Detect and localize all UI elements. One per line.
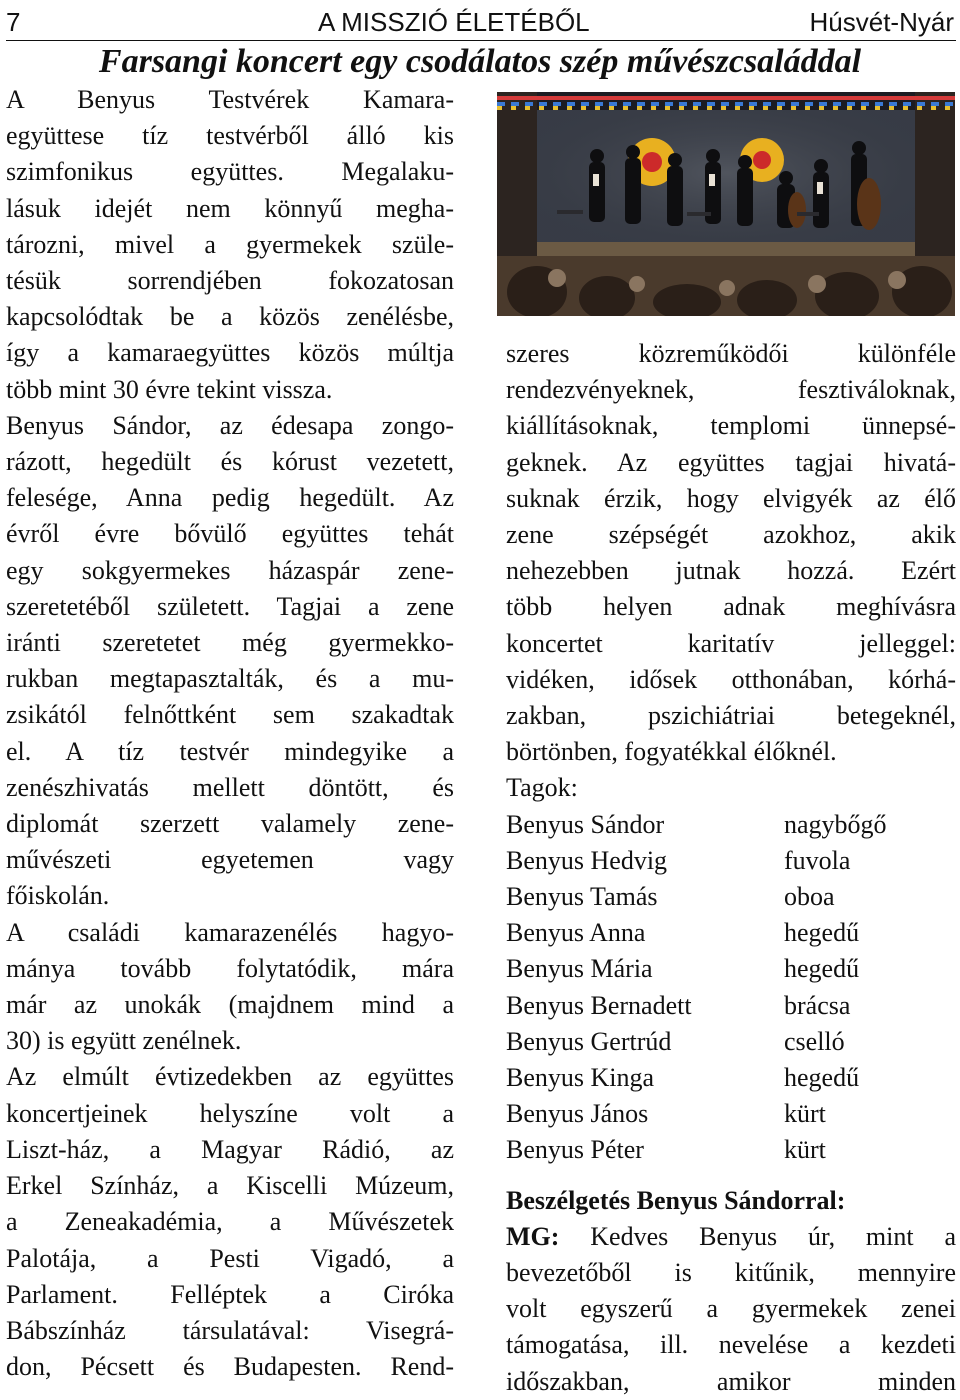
text-line: nehezebben jutnak hozzá. Ezért (506, 556, 956, 586)
member-instrument: nagybőgő (784, 809, 887, 839)
member-name: Benyus Sándor (506, 809, 665, 839)
text-line: tésük sorrendjében fokozatosan (6, 266, 454, 296)
text-line: együttese tíz testvérből álló kis (6, 121, 454, 151)
text-line: 30) is együtt zenélnek. (6, 1026, 242, 1056)
member-name: Benyus Gertrúd (506, 1026, 672, 1056)
text-line: tározni, mivel a gyermekek szüle- (6, 229, 454, 259)
article-title: Farsangi koncert egy csodálatos szép művészcsaláddal (98, 43, 862, 80)
interview-line: támogatása, ill. nevelése a kezdeti (506, 1330, 956, 1360)
text-line: így a kamaraegyüttes közös múltja (6, 338, 454, 368)
interview-line-text: Kedves Benyus úr, mint a (590, 1221, 956, 1251)
member-row (506, 843, 956, 879)
text-line: Parlament. Felléptek a Ciróka (6, 1279, 454, 1309)
interview-line: időszakban, amikor minden (506, 1366, 956, 1396)
interview-heading: Beszélgetés Benyus Sándorral: (506, 1185, 846, 1215)
member-name: Benyus Mária (506, 954, 653, 984)
issue-label: Húsvét-Nyár (809, 7, 954, 37)
text-line: A Benyus Testvérek Kamara- (6, 85, 454, 114)
members-table (506, 807, 956, 1169)
right-column-text (506, 336, 956, 770)
text-line: több helyen adnak meghívásra (506, 592, 956, 622)
text-line: felesége, Anna pedig hegedült. Az (6, 483, 454, 513)
text-line: rázott, hegedült és kórust vezetett, (6, 447, 454, 477)
member-row (506, 1132, 956, 1168)
page-number: 7 (6, 7, 21, 37)
member-row (506, 951, 956, 987)
member-instrument: fuvola (784, 845, 851, 875)
interview-line: volt egyszerű a gyermekek zenei (506, 1294, 956, 1324)
text-line: a Zeneakadémia, a Művészetek (6, 1207, 454, 1237)
text-line: börtönben, fogyatékkal élőknél. (506, 737, 837, 767)
member-name: Benyus Péter (506, 1135, 644, 1165)
member-instrument: kürt (784, 1099, 826, 1129)
text-line: rendezvényeknek, fesztiváloknak, (506, 375, 956, 405)
member-row (506, 1096, 956, 1132)
text-line: Benyus Sándor, az édesapa zongo- (6, 410, 454, 440)
text-line: főiskolán. (6, 881, 110, 911)
member-name: Benyus János (506, 1099, 649, 1129)
text-line: zene szépségét azokhoz, akik (506, 520, 956, 550)
text-line: rukban megtapasztalták, és a mu- (6, 664, 454, 694)
member-name: Benyus Hedvig (506, 845, 668, 875)
text-line: kapcsolódtak be a közös zenélésbe, (6, 302, 454, 332)
interview-text (506, 1219, 956, 1400)
member-instrument: hegedű (784, 1063, 860, 1093)
member-row (506, 807, 956, 843)
member-instrument: cselló (784, 1026, 845, 1056)
member-instrument: oboa (784, 882, 835, 912)
text-line: Palotája, a Pesti Vigadó, a (6, 1243, 454, 1273)
text-line: szimfonikus együttes. Megalaku- (6, 157, 454, 187)
member-row (506, 1060, 956, 1096)
interview-line (506, 1219, 956, 1255)
text-line: zsikától felnőttként sem szakadtak (6, 700, 454, 730)
text-line: diplomát szerzett valamely zene- (6, 809, 454, 839)
member-instrument: brácsa (784, 990, 851, 1020)
text-line: több mint 30 évre tekint vissza. (6, 374, 333, 404)
section-title: A MISSZIÓ ÉLETÉBŐL (318, 7, 590, 37)
text-line: évről évre bővülő együttes tehát (6, 519, 454, 549)
right-column (506, 336, 956, 1400)
left-column (6, 82, 454, 1385)
text-line: A családi kamarazenélés hagyo- (6, 917, 454, 947)
text-line: szeres közreműködői különféle (506, 339, 956, 368)
text-line: Liszt-ház, a Magyar Rádió, az (6, 1134, 454, 1164)
member-instrument: kürt (784, 1135, 826, 1165)
text-line: egy sokgyermekes házaspár zene- (6, 555, 454, 585)
member-name: Benyus Anna (506, 918, 646, 948)
text-line: kiállításoknak, templomi ünnepsé- (506, 411, 956, 441)
member-instrument: hegedű (784, 918, 860, 948)
text-line: iránti szeretetet még gyermekko- (6, 628, 454, 658)
text-line: suknak érzik, hogy elvigyék az élő (506, 483, 956, 513)
text-line: művészeti egyetemen vagy (6, 845, 454, 875)
text-line: szeretetéből született. Tagjai a zene (6, 591, 454, 621)
member-instrument: hegedű (784, 954, 860, 984)
text-line: Az elmúlt évtizedekben az együttes (6, 1062, 454, 1092)
member-row (506, 1024, 956, 1060)
text-line: don, Pécsett és Budapesten. Rend- (6, 1352, 454, 1382)
member-name: Benyus Kinga (506, 1063, 655, 1093)
text-line: zakban, pszichiátriai betegeknél, (506, 701, 956, 731)
text-line: el. A tíz testvér mindegyike a (6, 736, 454, 766)
text-line: koncertet karitatív jelleggel: (506, 628, 956, 658)
member-name: Benyus Bernadett (506, 990, 692, 1020)
member-name: Benyus Tamás (506, 882, 658, 912)
member-row (506, 988, 956, 1024)
text-line: zenészhivatás mellett döntött, és (6, 772, 454, 802)
interview-line: bevezetőből is kitűnik, mennyire (506, 1258, 956, 1288)
member-row (506, 915, 956, 951)
concert-photo-illustration (497, 92, 955, 316)
members-label: Tagok: (506, 773, 578, 803)
text-line: geknek. Az együttes tagjai hivatá- (506, 447, 956, 477)
page-header (6, 4, 956, 41)
member-row (506, 879, 956, 915)
text-line: lásuk idejét nem könnyű megha- (6, 193, 454, 223)
text-line: vidéken, idősek otthonában, kórhá- (506, 664, 956, 694)
text-line: mánya tovább folytatódik, mára (6, 953, 454, 983)
text-line: Erkel Színház, a Kiscelli Múzeum, (6, 1171, 454, 1201)
text-line: már az unokák (majdnem mind a (6, 990, 454, 1020)
text-line: Bábszínház társulatával: Visegrá- (6, 1315, 454, 1345)
text-line: koncertjeinek helyszíne volt a (6, 1098, 454, 1128)
concert-photo (497, 92, 955, 316)
interview-speaker: MG: (506, 1221, 560, 1251)
